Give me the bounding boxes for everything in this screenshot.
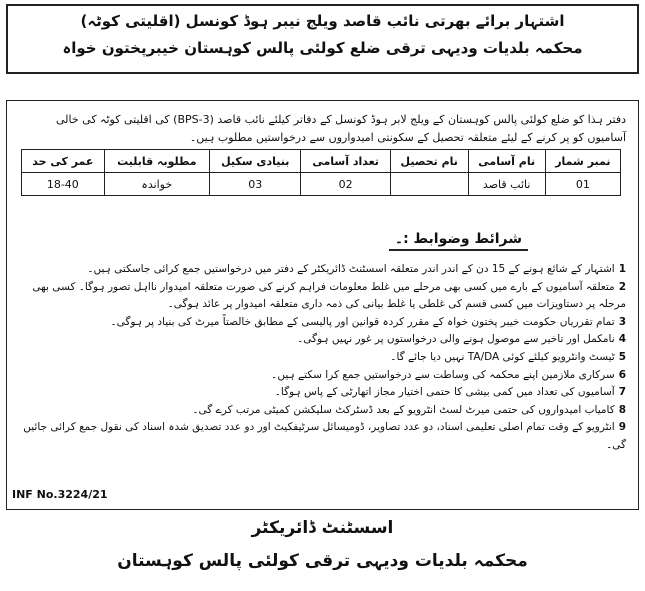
column-header: نام تحصیل [390, 150, 468, 173]
term-text: نامکمل اور تاخیر سے موصول ہونے والی درخواستوں پر غور نہیں ہوگی۔ [297, 333, 615, 346]
list-item [11, 314, 626, 332]
header-title: اشتہار برائے بھرتی نائب قاصد ویلج نیبر ہوڈ کونسل (اقلیتی کوٹہ) [80, 12, 565, 30]
table-cell [390, 173, 468, 196]
posts-table [21, 149, 621, 196]
term-number: 9 [618, 421, 626, 434]
table-header-row [22, 150, 621, 173]
list-item [11, 402, 626, 420]
column-header: تعداد آسامی [301, 150, 390, 173]
term-text: تمام تقرریاں حکومت خیبر پختون خواہ کے مقرر کردہ قوانین اور پالیسی کے مطابق خالصتاً میرٹ کی بنیاد پر ہوگی۔ [110, 315, 615, 328]
term-number: 8 [618, 403, 626, 416]
terms-title: شرائط وضوابط :۔ [389, 231, 528, 251]
column-header: بنیادی سکیل [209, 150, 300, 173]
table-cell: 03 [209, 173, 300, 196]
list-item [11, 279, 626, 314]
term-text: آسامیوں کی تعداد میں کمی بیشی کا حتمی اختیار مجاز اتھارٹی کے پاس ہوگا۔ [274, 386, 615, 399]
term-text: اشتہار کے شائع ہونے کے 15 دن کے اندر اندر متعلقہ اسسٹنٹ ڈائریکٹر کے دفتر میں درخواستیں جمع کرائی جاسکتی ہیں۔ [87, 263, 615, 275]
table-row [22, 173, 621, 196]
term-number: 3 [618, 315, 626, 328]
term-text: انٹرویو کے وقت تمام اصلی تعلیمی اسناد، دو عدد تصاویر، ڈومیسائل سرٹیفکیٹ اور دو عدد تصدیق شدہ اسناد کی نقول جمع کرائی جائیں گی۔ [23, 421, 626, 451]
term-text: ٹیسٹ وانٹرویو کیلئے کوئی TA/DA نہیں دیا جائے گا۔ [390, 350, 615, 363]
column-header: مطلوبہ قابلیت [104, 150, 209, 173]
list-item [11, 367, 626, 385]
term-number: 4 [618, 333, 626, 346]
list-item [11, 349, 626, 367]
term-number: 5 [618, 350, 626, 363]
header-department: محکمہ بلدیات ودیہی ترقی ضلع کولئی پالس کوہستان خیبرپختون خواہ [62, 39, 583, 57]
term-text: سرکاری ملازمین اپنے محکمہ کی وساطت سے درخواستیں جمع کرا سکتے ہیں۔ [271, 368, 615, 381]
advertisement-footer [0, 510, 645, 571]
term-number: 7 [618, 386, 626, 399]
term-text: کامیاب امیدواروں کی حتمی میرٹ لسٹ انٹرویو کے بعد ڈسٹرکٹ سلیکشن کمیٹی مرتب کرے گی۔ [192, 403, 615, 416]
term-number: 1 [618, 263, 626, 275]
table-cell: 02 [301, 173, 390, 196]
column-header: عمر کی حد [22, 150, 105, 173]
advertisement-header [6, 4, 639, 74]
table-cell: 18-40 [22, 173, 105, 196]
list-item [11, 419, 626, 454]
footer-designation: اسسٹنٹ ڈائریکٹر [251, 518, 394, 538]
column-header: نمبر شمار [545, 150, 620, 173]
term-number: 2 [618, 280, 626, 293]
advertisement-body [6, 100, 639, 510]
table-cell: نائب قاصد [468, 173, 545, 196]
table-cell: 01 [545, 173, 620, 196]
term-number: 6 [618, 368, 626, 381]
inf-number: INF No.3224/21 [12, 488, 108, 501]
table-cell: خواندہ [104, 173, 209, 196]
term-text: متعلقہ آسامیوں کے بارے میں کسی بھی مرحلے میں غلط معلومات فراہم کرنے کی صورت متعلقہ امیدوار نااہل تصور ہوگا۔ کسی بھی مرحلہ پر دستاویزات میں کسی قسم کی غلطی یا غلط بیانی کی ذمہ داری متعلقہ امیدوار پر عائد ہوگی۔ [32, 280, 626, 311]
intro-paragraph: دفتر ہذا کو ضلع کولئی پالس کوہستان کے ویلج لابر ہوڈ کونسل کے دفاتر کیلئے نائب قاصد (BPS-3) کی اقلیتی کوٹہ کی خالی آسامیوں کو پر کرنے کے لیئے متعلقہ تحصیل کے سکونتی امیدواروں سے درخواستیں مطلوب ہیں۔ [55, 113, 626, 144]
list-item [11, 261, 626, 279]
column-header: نام آسامی [468, 150, 545, 173]
terms-list [11, 261, 626, 455]
list-item [11, 384, 626, 402]
list-item [11, 331, 626, 349]
footer-department: محکمہ بلدیات ودیہی ترقی کولئی پالس کوہستان [117, 551, 528, 571]
